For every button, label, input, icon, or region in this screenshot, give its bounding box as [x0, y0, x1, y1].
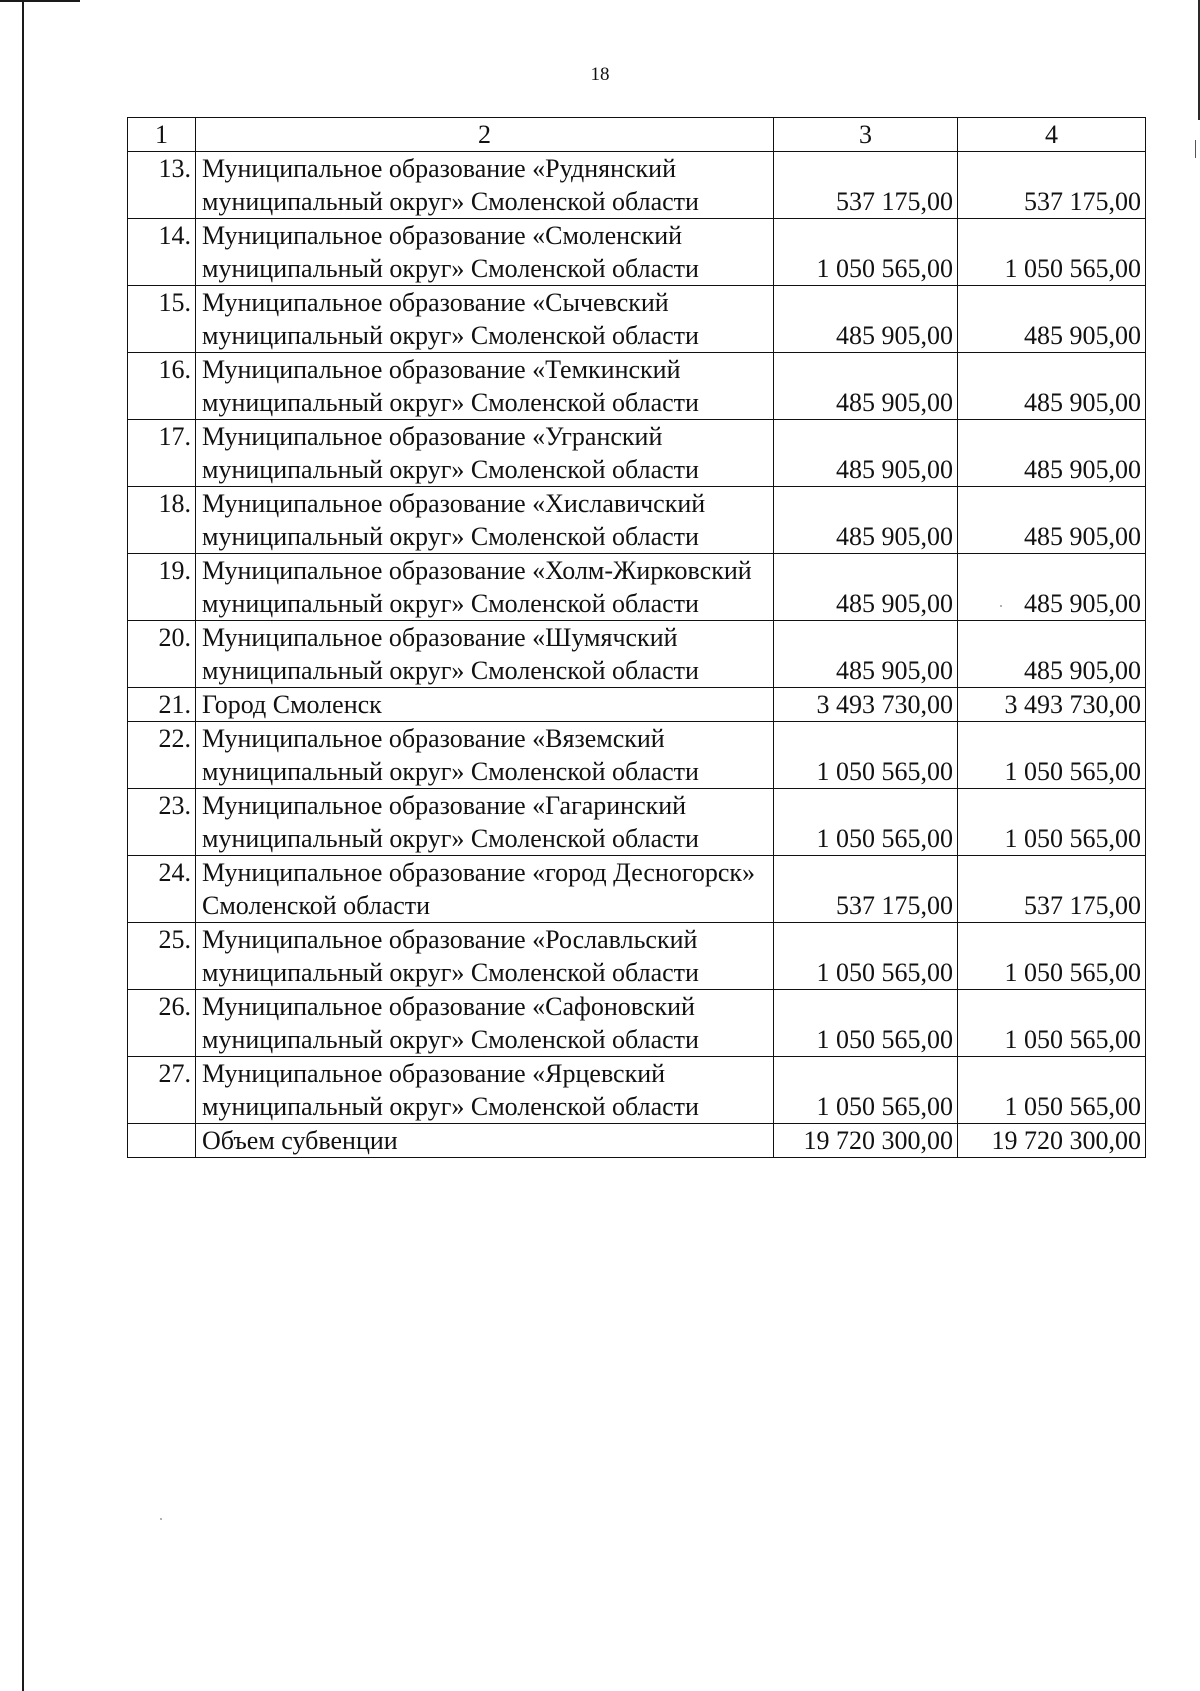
- row-number: 22.: [128, 722, 196, 789]
- amount-column-3: 19 720 300,00: [774, 1124, 958, 1158]
- row-number: 18.: [128, 487, 196, 554]
- amount-column-4: 3 493 730,00: [958, 688, 1146, 722]
- amount-column-4: 1 050 565,00: [958, 789, 1146, 856]
- amount-column-3: 3 493 730,00: [774, 688, 958, 722]
- row-number: 15.: [128, 286, 196, 353]
- municipality-name: Муниципальное образование «Сафоновский муниципальный округ» Смоленской области: [196, 990, 774, 1057]
- amount-column-4: 485 905,00: [958, 286, 1146, 353]
- row-number: 25.: [128, 923, 196, 990]
- row-number: 20.: [128, 621, 196, 688]
- amount-column-3: 537 175,00: [774, 856, 958, 923]
- amount-column-4: 537 175,00: [958, 152, 1146, 219]
- municipality-name: Муниципальное образование «Холм-Жирковский муниципальный округ» Смоленской области: [196, 554, 774, 621]
- row-number: 17.: [128, 420, 196, 487]
- municipality-name: Муниципальное образование «Смоленский муниципальный округ» Смоленской области: [196, 219, 774, 286]
- amount-column-4: 485 905,00: [958, 487, 1146, 554]
- amount-column-4: 1 050 565,00: [958, 990, 1146, 1057]
- table-row: [128, 353, 1146, 420]
- table-row: [128, 219, 1146, 286]
- table-row: [128, 286, 1146, 353]
- table-row: [128, 420, 1146, 487]
- municipality-name: Муниципальное образование «Угранский муниципальный округ» Смоленской области: [196, 420, 774, 487]
- municipality-name: Муниципальное образование «Ярцевский муниципальный округ» Смоленской области: [196, 1057, 774, 1124]
- column-header-2: 2: [196, 118, 774, 152]
- amount-column-4: 1 050 565,00: [958, 722, 1146, 789]
- column-header-3: 3: [774, 118, 958, 152]
- subvention-table: [127, 117, 1146, 1158]
- amount-column-3: 1 050 565,00: [774, 990, 958, 1057]
- municipality-name: Муниципальное образование «Темкинский муниципальный округ» Смоленской области: [196, 353, 774, 420]
- table-row: [128, 152, 1146, 219]
- table-row: [128, 856, 1146, 923]
- amount-column-4: 1 050 565,00: [958, 923, 1146, 990]
- scan-top-edge: [0, 0, 80, 2]
- table-row: [128, 1124, 1146, 1158]
- page-number: 18: [590, 64, 610, 85]
- amount-column-3: 485 905,00: [774, 554, 958, 621]
- municipality-name: Муниципальное образование «город Десногорск» Смоленской области: [196, 856, 774, 923]
- municipality-name: Объем субвенции: [196, 1124, 774, 1158]
- row-number: 24.: [128, 856, 196, 923]
- row-number: 19.: [128, 554, 196, 621]
- amount-column-4: 485 905,00: [958, 353, 1146, 420]
- row-number: 14.: [128, 219, 196, 286]
- municipality-name: Муниципальное образование «Гагаринский муниципальный округ» Смоленской области: [196, 789, 774, 856]
- amount-column-3: 1 050 565,00: [774, 789, 958, 856]
- amount-column-4: 19 720 300,00: [958, 1124, 1146, 1158]
- amount-column-3: 485 905,00: [774, 286, 958, 353]
- amount-column-3: 485 905,00: [774, 353, 958, 420]
- amount-column-3: 485 905,00: [774, 621, 958, 688]
- row-number: 21.: [128, 688, 196, 722]
- amount-column-4: 1 050 565,00: [958, 1057, 1146, 1124]
- table-row: [128, 1057, 1146, 1124]
- table-row: [128, 688, 1146, 722]
- row-number: [128, 1124, 196, 1158]
- scan-right-mark: [1195, 140, 1196, 158]
- row-number: 27.: [128, 1057, 196, 1124]
- amount-column-4: 485 905,00: [958, 621, 1146, 688]
- column-header-4: 4: [958, 118, 1146, 152]
- row-number: 16.: [128, 353, 196, 420]
- table-body: [128, 118, 1146, 1158]
- scan-speck: [1000, 605, 1002, 607]
- amount-column-3: 485 905,00: [774, 420, 958, 487]
- table-row: [128, 722, 1146, 789]
- column-header-1: 1: [128, 118, 196, 152]
- scan-speck: [160, 1518, 162, 1520]
- row-number: 23.: [128, 789, 196, 856]
- amount-column-3: 1 050 565,00: [774, 722, 958, 789]
- amount-column-4: 485 905,00: [958, 420, 1146, 487]
- amount-column-4: 1 050 565,00: [958, 219, 1146, 286]
- row-number: 26.: [128, 990, 196, 1057]
- amount-column-3: 485 905,00: [774, 487, 958, 554]
- municipality-name: Муниципальное образование «Руднянский муниципальный округ» Смоленской области: [196, 152, 774, 219]
- table-row: [128, 487, 1146, 554]
- table-row: [128, 621, 1146, 688]
- scan-left-edge: [22, 0, 24, 1691]
- municipality-name: Муниципальное образование «Хиславичский муниципальный округ» Смоленской области: [196, 487, 774, 554]
- amount-column-4: 485 905,00: [958, 554, 1146, 621]
- table-row: [128, 554, 1146, 621]
- amount-column-3: 1 050 565,00: [774, 923, 958, 990]
- table-row: [128, 923, 1146, 990]
- row-number: 13.: [128, 152, 196, 219]
- municipality-name: Муниципальное образование «Вяземский муниципальный округ» Смоленской области: [196, 722, 774, 789]
- amount-column-3: 1 050 565,00: [774, 1057, 958, 1124]
- table-header-row: [128, 118, 1146, 152]
- amount-column-3: 537 175,00: [774, 152, 958, 219]
- table-row: [128, 990, 1146, 1057]
- municipality-name: Муниципальное образование «Рославльский муниципальный округ» Смоленской области: [196, 923, 774, 990]
- municipality-name: Город Смоленск: [196, 688, 774, 722]
- municipality-name: Муниципальное образование «Шумячский муниципальный округ» Смоленской области: [196, 621, 774, 688]
- municipality-name: Муниципальное образование «Сычевский муниципальный округ» Смоленской области: [196, 286, 774, 353]
- amount-column-3: 1 050 565,00: [774, 219, 958, 286]
- table-row: [128, 789, 1146, 856]
- amount-column-4: 537 175,00: [958, 856, 1146, 923]
